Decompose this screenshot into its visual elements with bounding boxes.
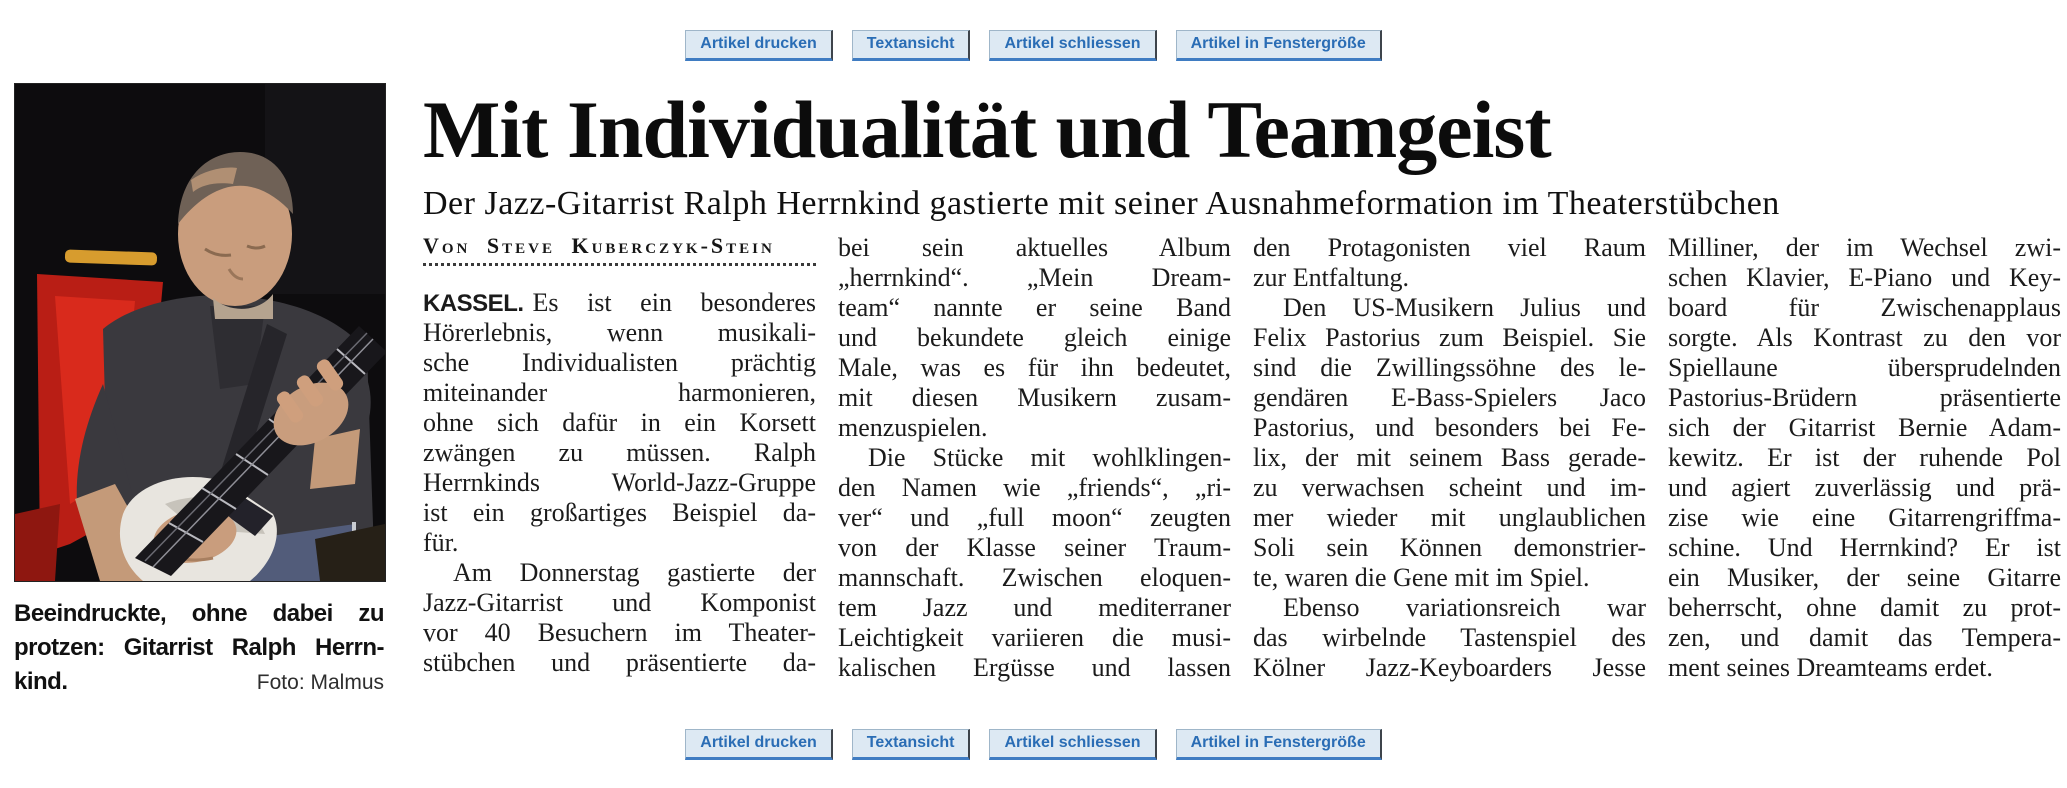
text-line: kewitz. Er ist der ruhende Pol (1668, 443, 2061, 472)
text-view-button[interactable]: Textansicht (852, 729, 971, 760)
text-line: sind die Zwillingssöhne des le- (1253, 353, 1646, 382)
text-line: zur Entfaltung. (1253, 263, 1409, 292)
top-toolbar (0, 30, 2067, 61)
photo-credit: Foto: Malmus (256, 671, 384, 694)
text-line: Ebenso variationsreich war (1283, 593, 1646, 622)
text-line: lix, der mit seinem Bass gerade- (1253, 443, 1646, 472)
text-line: Kölner Jazz-Keyboarders Jesse (1253, 653, 1646, 682)
text-line: ist ein großartiges Beispiel da- (423, 498, 816, 527)
text-line: miteinander harmonieren, (423, 378, 816, 407)
text-line: das wirbelnde Tastenspiel des (1253, 623, 1646, 652)
article-photo-figure (14, 83, 384, 699)
text-line: den Namen wie „friends“, „ri- (838, 473, 1231, 502)
text-line: zen, und damit das Tempera- (1668, 623, 2061, 652)
article-column-2 (838, 233, 1231, 683)
close-article-button[interactable]: Artikel schliessen (989, 30, 1156, 61)
text-line: und bekundete gleich einige (838, 323, 1231, 352)
dateline: KASSEL. (423, 290, 524, 317)
text-line: Herrnkinds World-Jazz-Gruppe (423, 468, 816, 497)
text-line: „herrnkind“. „Mein Dream- (838, 263, 1231, 292)
print-article-button[interactable]: Artikel drucken (685, 30, 832, 61)
text-view-button[interactable]: Textansicht (852, 30, 971, 61)
text-line: menzuspielen. (838, 413, 988, 442)
close-article-button[interactable]: Artikel schliessen (989, 729, 1156, 760)
caption-line: Beeindruckte, ohne dabei zu (14, 600, 384, 627)
text-line: Felix Pastorius zum Beispiel. Sie (1253, 323, 1646, 352)
text-run: Es ist ein besonderes (532, 288, 816, 317)
text-line: zwängen zu müssen. Ralph (423, 438, 816, 467)
text-line: Die Stücke mit wohlklingen- (868, 443, 1231, 472)
text-line: zise wie eine Gitarrengriffma- (1668, 503, 2061, 532)
print-article-button[interactable]: Artikel drucken (685, 729, 832, 760)
text-line: tem Jazz und mediterraner (838, 593, 1231, 622)
text-line: von der Klasse seiner Traum- (838, 533, 1231, 562)
text-line: mer wieder mit unglaublichen (1253, 503, 1646, 532)
text-line: schen Klavier, E-Piano und Key- (1668, 263, 2061, 292)
text-line: sich der Gitarrist Bernie Adam- (1668, 413, 2061, 442)
text-line: ohne sich dafür in ein Korsett (423, 408, 816, 437)
caption-line (14, 665, 384, 699)
text-line: bei sein aktuelles Album (838, 233, 1231, 262)
caption-line-end: kind. (14, 668, 68, 695)
text-line: für. (423, 528, 459, 557)
text-line: den Protagonisten viel Raum (1253, 233, 1646, 262)
text-line: ein Musiker, der seine Gitarre (1668, 563, 2061, 592)
photo-caption (14, 597, 384, 699)
text-line: kalischen Ergüsse und lassen (838, 653, 1231, 682)
text-line: mit diesen Musikern zusam- (838, 383, 1231, 412)
bottom-toolbar (0, 729, 2067, 760)
text-line: Pastorius, und besonders bei Fe- (1253, 413, 1646, 442)
text-line: Male, was es für ihn bedeutet, (838, 353, 1231, 382)
text-line: board für Zwischenapplaus (1668, 293, 2061, 322)
text-line: Den US-Musikern Julius und (1283, 293, 1646, 322)
text-line: sche Individualisten prächtig (423, 348, 816, 377)
text-line: Soli sein Können demonstrier- (1253, 533, 1646, 562)
text-line: te, waren die Gene mit im Spiel. (1253, 563, 1590, 592)
article-photo (14, 83, 386, 582)
text-line: mannschaft. Zwischen eloquen- (838, 563, 1231, 592)
article-column-3 (1253, 233, 1646, 683)
text-line: stübchen und präsentierte da- (423, 648, 816, 677)
text-line: team“ nannte er seine Band (838, 293, 1231, 322)
text-line: beherrscht, ohne damit zu prot- (1668, 593, 2061, 622)
headline: Mit Individualität und Teamgeist (423, 84, 1551, 175)
text-line: und agiert zuverlässig und prä- (1668, 473, 2061, 502)
text-line (423, 288, 816, 318)
text-line: ment seines Dreamteams erdet. (1668, 653, 1993, 682)
text-line: Spiellaune übersprudelnden (1668, 353, 2061, 382)
article-column-1 (423, 233, 816, 683)
text-line: gendären E-Bass-Spielers Jaco (1253, 383, 1646, 412)
text-line: vor 40 Besuchern im Theater- (423, 618, 816, 647)
text-line: Jazz-Gitarrist und Komponist (423, 588, 816, 617)
fit-window-button[interactable]: Artikel in Fenstergröße (1176, 729, 1382, 760)
text-line: zu verwachsen scheint und im- (1253, 473, 1646, 502)
fit-window-button[interactable]: Artikel in Fenstergröße (1176, 30, 1382, 61)
text-line: schine. Und Herrnkind? Er ist (1668, 533, 2061, 562)
article (423, 84, 2067, 683)
text-line: ver“ und „full moon“ zeugten (838, 503, 1231, 532)
text-line: Milliner, der im Wechsel zwi- (1668, 233, 2061, 262)
byline: Von Steve Kuberczyk-Stein (423, 233, 816, 266)
text-line: Pastorius-Brüdern präsentierte (1668, 383, 2061, 412)
text-line: Hörerlebnis, wenn musikali- (423, 318, 816, 347)
caption-line: protzen: Gitarrist Ralph Herrn- (14, 634, 384, 661)
article-column-4 (1668, 233, 2061, 683)
subheadline: Der Jazz-Gitarrist Ralph Herrnkind gastierte mit seiner Ausnahmeformation im Theaterstübchen (423, 185, 1780, 222)
text-line: Am Donnerstag gastierte der (453, 558, 816, 587)
text-line: sorgte. Als Kontrast zu den vor (1668, 323, 2061, 352)
article-columns (423, 233, 2067, 683)
text-line: Leichtigkeit variieren die musi- (838, 623, 1231, 652)
